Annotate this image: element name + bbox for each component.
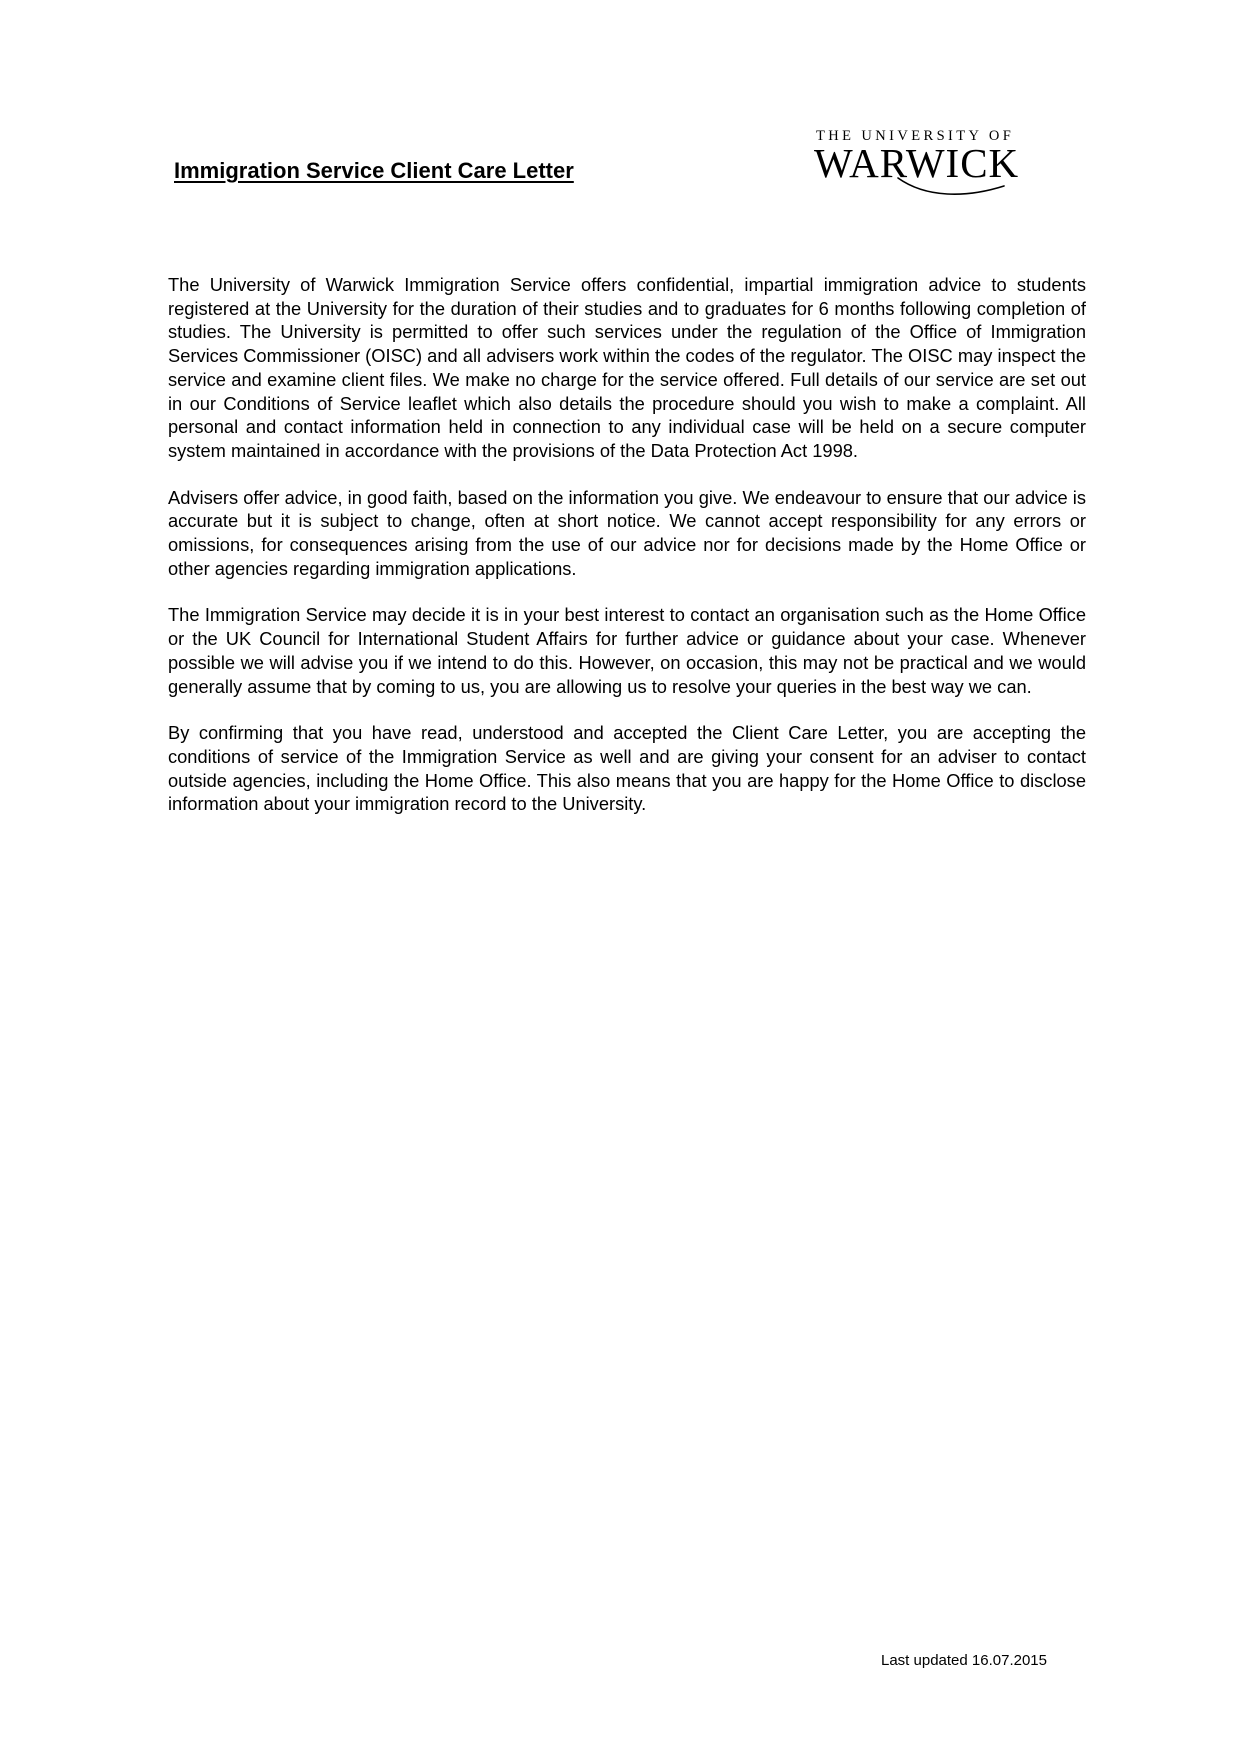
university-logo [814,128,1040,200]
logo-line-warwick: WARWICK [814,140,1020,186]
paragraph-consent: By confirming that you have read, understood and accepted the Client Care Letter, you are accepting the conditions of service of the Immigration Service as well and are giving your consent for an adviser to contact outside agencies, including the Home Office. This also means that you are happy for the Home Office to disclose information about your immigration record to the University. [168,722,1086,815]
paragraph-contacting-organisations: The Immigration Service may decide it is in your best interest to contact an organisation such as the Home Office or the UK Council for International Student Affairs for further advice or guidance about your case. Whenever possible we will advise you if we intend to do this. However, on occasion, this may not be practical and we would generally assume that by coming to us, you are allowing us to resolve your queries in the best way we can. [168,604,1086,697]
letter-body [168,273,1086,839]
paragraph-service-overview: The University of Warwick Immigration Service offers confidential, impartial immigration advice to students registered at the University for the duration of their studies and to graduates for 6 months following completion of studies. The University is permitted to offer such services under the regulation of the Office of Immigration Services Commissioner (OISC) and all advisers work within the codes of the regulator. The OISC may inspect the service and examine client files. We make no charge for the service offered. Full details of our service are set out in our Conditions of Service leaflet which also details the procedure should you wish to make a complaint. All personal and contact information held in connection to any individual case will be held on a secure computer system maintained in accordance with the provisions of the Data Protection Act 1998. [168,274,1086,461]
last-updated-note: Last updated 16.07.2015 [881,1652,1047,1669]
document-title: Immigration Service Client Care Letter [174,158,574,183]
logo-swash-icon [896,176,1006,198]
paragraph-advice-disclaimer: Advisers offer advice, in good faith, based on the information you give. We endeavour to ensure that our advice is accurate but it is subject to change, often at short notice. We cannot accept responsibility for any errors or omissions, for consequences arising from the use of our advice nor for decisions made by the Home Office or other agencies regarding immigration applications. [168,486,1086,579]
logo-line-university-of: THE UNIVERSITY OF [816,128,1015,144]
